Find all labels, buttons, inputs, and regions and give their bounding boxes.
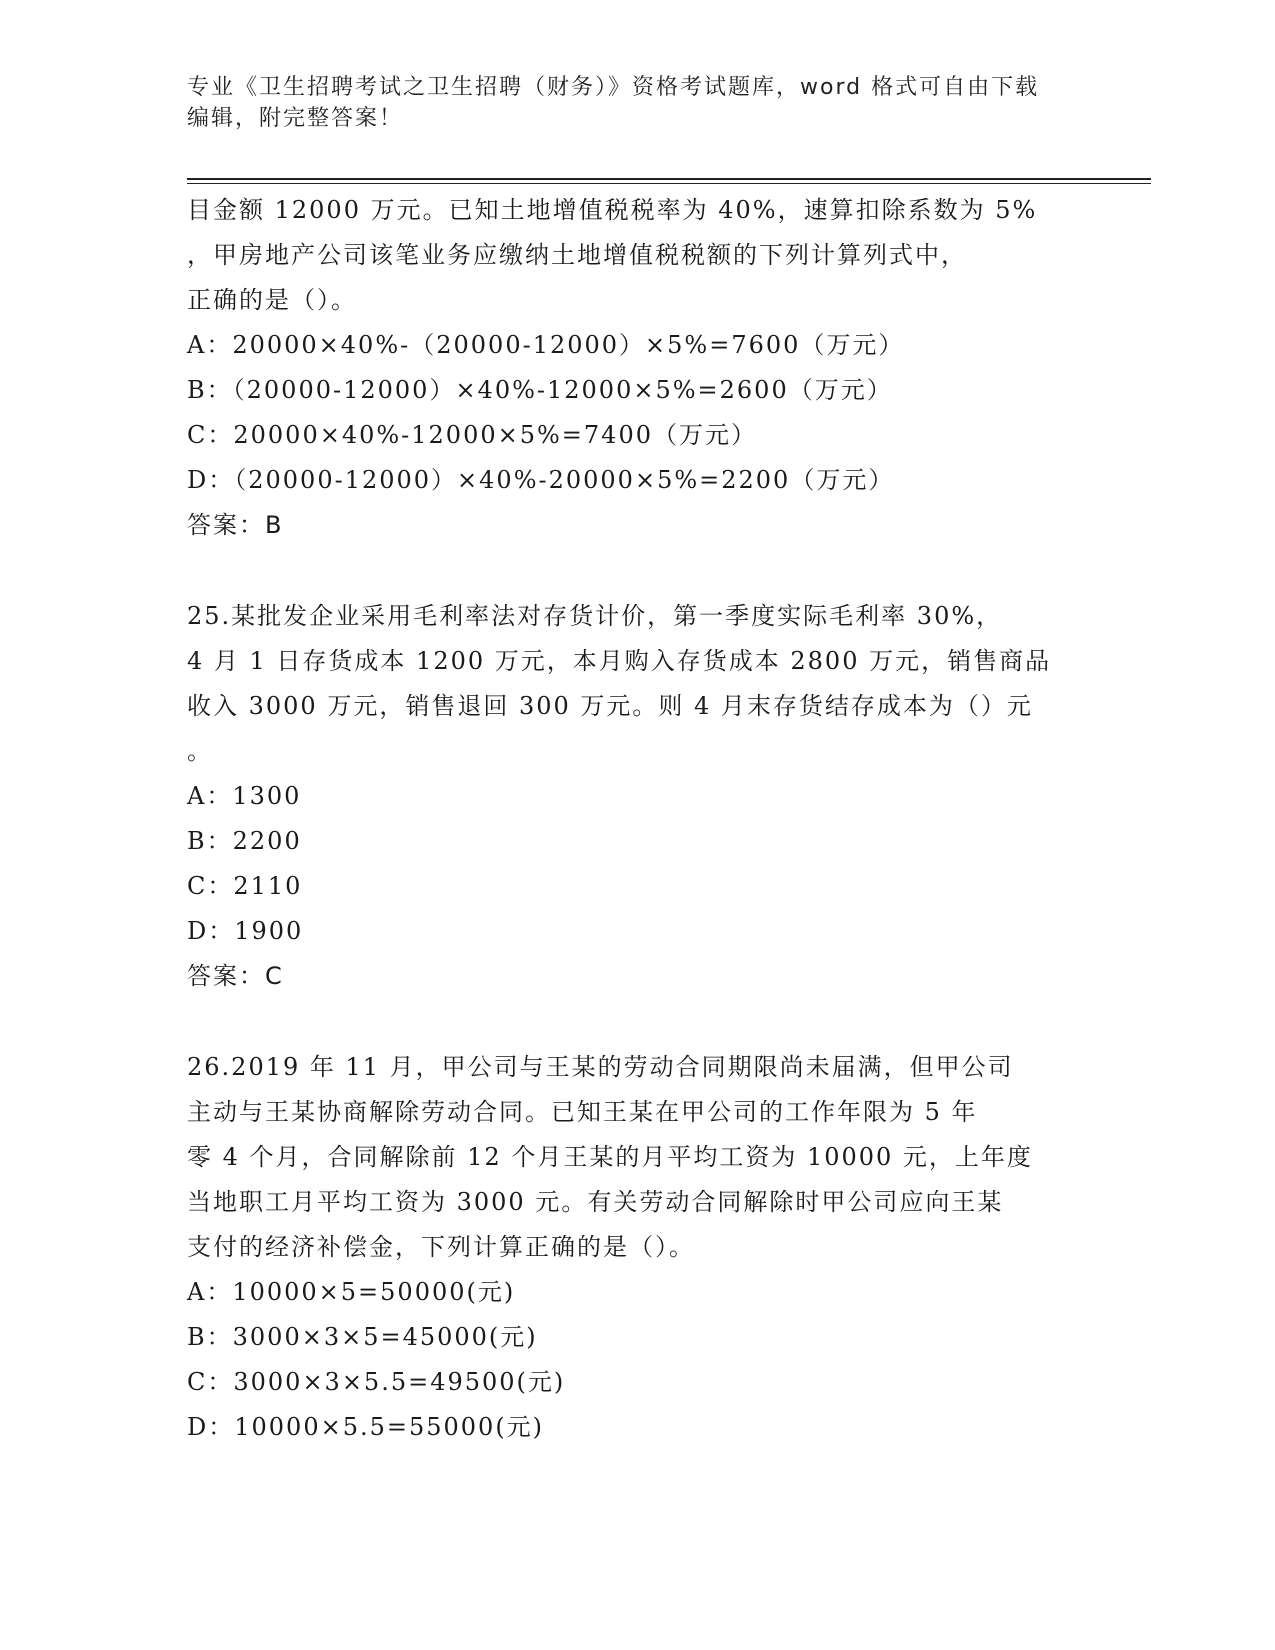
- option-d: D：（20000-12000）×40%-20000×5%=2200（万元）: [187, 466, 895, 494]
- question-24: [187, 188, 1087, 548]
- question-stem-line: 当地职工月平均工资为 3000 元。有关劳动合同解除时甲公司应向王某: [187, 1188, 1004, 1216]
- question-25: [187, 594, 1087, 999]
- question-stem-line: 目金额 12000 万元。已知土地增值税税率为 40%，速算扣除系数为 5%: [187, 196, 1038, 224]
- option-d: D：1900: [187, 917, 304, 945]
- header-rule-thin: [187, 183, 1151, 184]
- question-stem-line: 主动与王某协商解除劳动合同。已知王某在甲公司的工作年限为 5 年: [187, 1098, 978, 1126]
- option-c: C：2110: [187, 872, 303, 900]
- answer-line: 答案：B: [187, 511, 284, 539]
- option-c: C：3000×3×5.5=49500(元): [187, 1368, 566, 1396]
- question-stem-line: 26.2019 年 11 月，甲公司与王某的劳动合同期限尚未届满，但甲公司: [187, 1053, 1014, 1081]
- header-line-1: 专业《卫生招聘考试之卫生招聘（财务）》资格考试题库，word 格式可自由下载: [187, 75, 1040, 100]
- question-stem-line: 。: [187, 737, 213, 765]
- question-stem-line: 零 4 个月，合同解除前 12 个月王某的月平均工资为 10000 元，上年度: [187, 1143, 1033, 1171]
- question-stem-line: 正确的是（）。: [187, 286, 357, 314]
- option-c: C：20000×40%-12000×5%=7400（万元）: [187, 421, 757, 449]
- option-a: A：1300: [187, 782, 302, 810]
- question-spacer: [187, 548, 1087, 594]
- question-spacer: [187, 999, 1087, 1045]
- question-stem-line: 支付的经济补偿金，下列计算正确的是（）。: [187, 1233, 695, 1261]
- document-body: [187, 188, 1087, 1450]
- question-stem-line: 收入 3000 万元，销售退回 300 万元。则 4 月末存货结存成本为（）元: [187, 692, 1033, 720]
- page-header: [187, 72, 1087, 134]
- option-a: A：10000×5=50000(元): [187, 1278, 516, 1306]
- option-b: B：2200: [187, 827, 302, 855]
- header-line-2: 编辑，附完整答案！: [187, 106, 404, 131]
- header-rule-thick: [187, 178, 1151, 180]
- option-b: B：3000×3×5=45000(元): [187, 1323, 538, 1351]
- question-stem-line: 25.某批发企业采用毛利率法对存货计价，第一季度实际毛利率 30%，: [187, 602, 1003, 630]
- question-26: [187, 1045, 1087, 1450]
- question-stem-line: 4 月 1 日存货成本 1200 万元，本月购入存货成本 2800 万元，销售商品: [187, 647, 1052, 675]
- question-stem-line: ，甲房地产公司该笔业务应缴纳土地增值税税额的下列计算列式中，: [187, 241, 967, 269]
- option-d: D：10000×5.5=55000(元): [187, 1413, 545, 1441]
- option-b: B：（20000-12000）×40%-12000×5%=2600（万元）: [187, 376, 893, 404]
- option-a: A：20000×40%-（20000-12000）×5%=7600（万元）: [187, 331, 905, 359]
- answer-line: 答案：C: [187, 962, 284, 990]
